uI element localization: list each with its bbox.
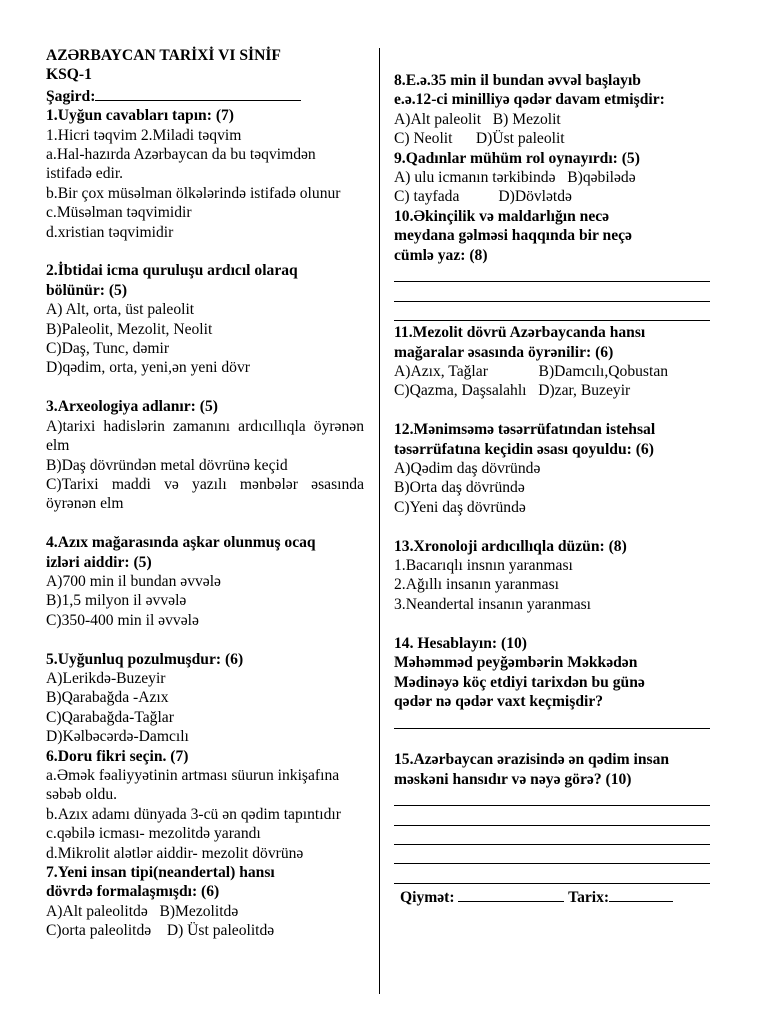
- q15-answer-line[interactable]: [394, 789, 716, 808]
- test-code: KSQ-1: [46, 66, 92, 84]
- q6-option-c: c.qəbilə icması- mezolitdə yarandı: [46, 825, 261, 843]
- q12-title-2: təsərrüfatına keçidin əsası qoyuldu: (6): [394, 440, 654, 458]
- q9-options-row-1: A) ulu icmanın tərkibində B)qəbilədə: [394, 169, 636, 187]
- q14-title: 14. Hesablayın: (10): [394, 634, 527, 652]
- q11-options-row-1: A)Azıx, Tağlar B)Damcılı,Qobustan: [394, 363, 669, 381]
- grade-date-line: [394, 886, 716, 907]
- q2-option-a: A) Alt, orta, üst paleolit: [46, 301, 195, 319]
- q2-option-b: B)Paleolit, Mezolit, Neolit: [46, 320, 213, 338]
- q6-title: 6.Doru fikri seçin. (7): [46, 747, 189, 765]
- q5-title-bold: 5.Uyğunluq pozulmuşdur: [46, 650, 216, 668]
- q4-title-2: izləri aiddir: (5): [46, 553, 152, 571]
- q3-option-a: A)tarixi hadislərin zamanını ardıcıllıqla öyrənən elm: [46, 417, 364, 455]
- student-line: [46, 85, 364, 106]
- q11-options-row-2: C)Qazma, Daşsalahlı D)zar, Buzeyir: [394, 382, 631, 400]
- q10-answer-line[interactable]: [394, 265, 716, 284]
- q3-title: 3.Arxeologiya adlanır: (5): [46, 398, 218, 416]
- q5-option-d: D)Kəlbəcərdə-Damcılı: [46, 728, 189, 746]
- q1-title: 1.Uyğun cavabları tapın: (7): [46, 107, 235, 125]
- q2-title-1: 2.İbtidai icma quruluşu ardıcıl olaraq: [46, 262, 298, 280]
- q10-answer-line[interactable]: [394, 284, 716, 303]
- q15-answer-line[interactable]: [394, 808, 716, 827]
- q5-title-points: : (6): [215, 650, 244, 668]
- q13-item-2: 2.Ağıllı insanın yaranması: [394, 576, 560, 594]
- right-column: [394, 71, 716, 907]
- q12-title-1: 12.Mənimsəmə təsərrüfatından istehsal: [394, 421, 656, 439]
- date-blank[interactable]: [609, 886, 673, 902]
- q10-title-3: cümlə yaz: (8): [394, 246, 488, 264]
- q8-title-1: 8.E.ə.35 min il bundan əvvəl başlayıb: [394, 72, 641, 89]
- q1-option-d: d.xristian təqvimidir: [46, 223, 174, 241]
- q14-text-3: qədər nə qədər vaxt keçmişdir?: [394, 692, 604, 710]
- q7-title-2: dövrdə formalaşmışdı: (6): [46, 883, 220, 901]
- grade-label: Qiymət:: [400, 888, 455, 906]
- q11-title-2: mağaralar əsasında öyrənilir: (6): [394, 343, 614, 361]
- q8-options-row-2: C) Neolit D)Üst paleolit: [394, 130, 565, 148]
- q1-option-a: a.Hal-hazırda Azərbaycan da bu təqvimdən istifadə edir.: [46, 146, 316, 183]
- q4-option-c: C)350-400 min il əvvələ: [46, 611, 199, 629]
- q15-answer-line[interactable]: [394, 828, 716, 847]
- grade-blank[interactable]: [458, 886, 564, 902]
- q3-option-c: C)Tarixi maddi və yazılı mənbələr əsasında öyrənən elm: [46, 475, 364, 513]
- q5-option-a: A)Lerikdə-Buzeyir: [46, 669, 166, 687]
- q13-title: 13.Xronoloji ardıcıllıqla düzün: (8): [394, 537, 627, 555]
- left-column: [46, 46, 364, 941]
- test-title: AZƏRBAYCAN TARİXİ VI SİNİF: [46, 47, 281, 64]
- q12-option-c: C)Yeni daş dövründə: [394, 498, 526, 516]
- q2-option-d: D)qədim, orta, yeni,ən yeni dövr: [46, 359, 250, 377]
- date-label: Tarix:: [568, 888, 610, 906]
- q4-title-1: 4.Azıx mağarasında aşkar olunmuş ocaq: [46, 534, 316, 552]
- q7-title-1: 7.Yeni insan tipi(neandertal) hansı: [46, 864, 275, 881]
- q11-title-1: 11.Mezolit dövrü Azərbaycanda hansı: [394, 324, 646, 342]
- q4-option-b: B)1,5 milyon il əvvələ: [46, 592, 187, 610]
- q7-options-row-1: A)Alt paleolitdə B)Mezolitdə: [46, 902, 239, 920]
- q9-options-row-2: C) tayfada D)Dövlətdə: [394, 188, 572, 206]
- q3-option-b: B)Daş dövründən metal dövrünə keçid: [46, 456, 288, 474]
- q9-title: 9.Qadınlar mühüm rol oynayırdı: (5): [394, 149, 640, 167]
- q10-title-2: meydana gəlməsi haqqında bir neçə: [394, 227, 632, 245]
- q6-option-b: b.Azıx adamı dünyada 3-cü ən qədim tapıntıdır: [46, 805, 341, 823]
- q1-options: 1.Hicri təqvim 2.Miladi təqvim: [46, 126, 242, 144]
- q12-option-b: B)Orta daş dövründə: [394, 479, 525, 497]
- student-name-blank[interactable]: [95, 85, 301, 101]
- q15-title-1: 15.Azərbaycan ərazisində ən qədim insan: [394, 751, 670, 769]
- q7-options-row-2: C)orta paleolitdə D) Üst paleolitdə: [46, 922, 275, 940]
- q10-title-1: 10.Əkinçilik və maldarlığın necə: [394, 207, 610, 225]
- q15-title-2: məskəni hansıdır və nəyə görə? (10): [394, 770, 632, 788]
- q12-option-a: A)Qədim daş dövründə: [394, 460, 541, 478]
- q14-answer-line[interactable]: [394, 711, 716, 730]
- q6-option-a: a.Əmək fəaliyyətinin artması süurun inkişafına səbəb oldu.: [46, 766, 340, 804]
- q14-text-2: Mədinəyə köç etdiyi tarixdən bu günə: [394, 673, 645, 691]
- q1-option-b: b.Bir çox müsəlman ölkələrində istifadə olunur: [46, 184, 341, 202]
- q15-answer-line[interactable]: [394, 847, 716, 866]
- q15-answer-line[interactable]: [394, 866, 716, 885]
- q2-option-c: C)Daş, Tunc, dəmir: [46, 340, 170, 358]
- q13-item-3: 3.Neandertal insanın yaranması: [394, 595, 592, 613]
- q1-option-c: c.Müsəlman təqvimidir: [46, 204, 192, 222]
- q4-option-a: A)700 min il bundan əvvələ: [46, 572, 221, 590]
- q5-option-b: B)Qarabağda -Azıx: [46, 689, 169, 707]
- q6-option-d: d.Mikrolit alətlər aiddir- mezolit dövrünə: [46, 844, 304, 862]
- q10-answer-line[interactable]: [394, 304, 716, 323]
- q8-title-2: e.ə.12-ci minilliyə qədər davam etmişdir:: [394, 91, 665, 109]
- q5-option-c: C)Qarabağda-Tağlar: [46, 708, 174, 726]
- column-divider: [379, 48, 380, 994]
- q2-title-2: bölünür: (5): [46, 281, 128, 299]
- q5-title: [46, 650, 364, 669]
- q8-options-row-1: A)Alt paleolit B) Mezolit: [394, 110, 561, 128]
- q14-text-1: Məhəmməd peyğəmbərin Məkkədən: [394, 654, 638, 672]
- q13-item-1: 1.Bacarıqlı insnın yaranması: [394, 557, 573, 575]
- student-label: Şagird:: [46, 87, 96, 105]
